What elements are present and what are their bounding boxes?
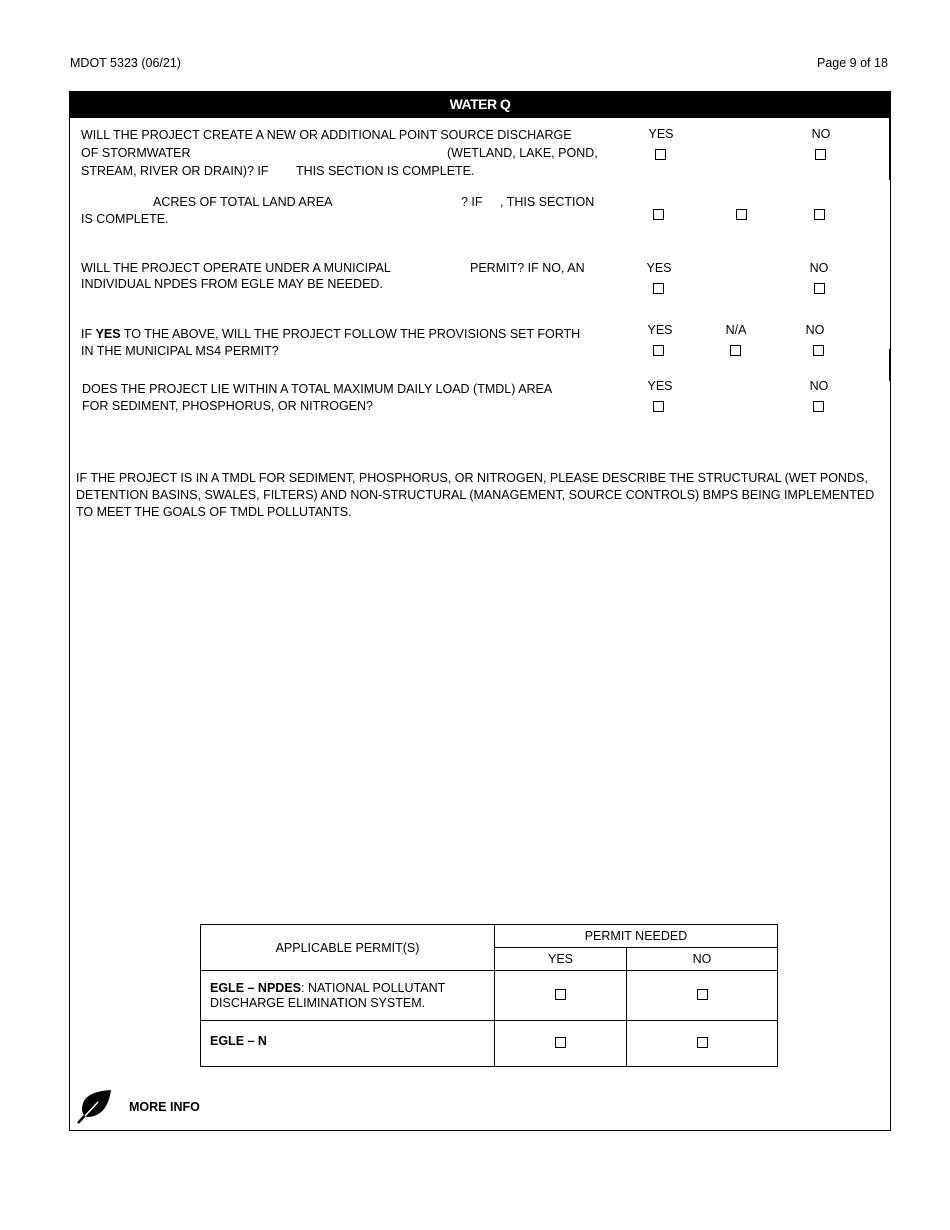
q2-line1c: , THIS SECTION (500, 195, 595, 209)
q2-checkbox-1[interactable] (653, 209, 664, 220)
q2-line1b: ? IF (461, 195, 483, 209)
q5-line1: DOES THE PROJECT LIE WITHIN A TOTAL MAXIMUM DAILY LOAD (TMDL) AREA (82, 382, 553, 396)
q1-no-checkbox[interactable] (815, 149, 826, 160)
q5-no-checkbox[interactable] (813, 401, 824, 412)
more-info-link[interactable]: MORE INFO (129, 1100, 200, 1114)
leaf-icon (76, 1089, 113, 1124)
table-row (201, 971, 778, 1021)
permit-npdes-bold: EGLE – NPDES (210, 980, 301, 995)
col-permit-needed: PERMIT NEEDED (495, 925, 778, 948)
q4-na-label: N/A (725, 323, 747, 337)
frame-tick (889, 118, 891, 180)
q4-line1-text: TO THE ABOVE, WILL THE PROJECT FOLLOW THE PROVISIONS SET FORTH (123, 327, 581, 341)
q1-line2b: (WETLAND, LAKE, POND, (447, 146, 598, 160)
q2-line2: IS COMPLETE. (81, 212, 169, 226)
permits-table (200, 924, 778, 1067)
permit-npdes-rest1: : NATIONAL POLLUTANT (301, 980, 446, 995)
n-yes-checkbox[interactable] (555, 1037, 566, 1048)
q4-bold-yes: YES (95, 327, 121, 341)
q3-line1b: PERMIT? IF NO, AN (470, 261, 585, 275)
col-applicable-permits: APPLICABLE PERMIT(S) (201, 925, 495, 971)
q1-no-label: NO (811, 127, 831, 141)
q4-no-checkbox[interactable] (813, 345, 824, 356)
q1-yes-label: YES (648, 127, 674, 141)
q3-no-checkbox[interactable] (814, 283, 825, 294)
q3-line2: INDIVIDUAL NPDES FROM EGLE MAY BE NEEDED. (81, 277, 383, 291)
q5-line2: FOR SEDIMENT, PHOSPHORUS, OR NITROGEN? (82, 399, 374, 413)
col-no: NO (627, 948, 778, 971)
q1-line2a: OF STORMWATER (81, 146, 191, 160)
n-no-checkbox[interactable] (697, 1037, 708, 1048)
page-number: Page 9 of 18 (817, 56, 888, 70)
q1-yes-checkbox[interactable] (655, 149, 666, 160)
q4-yes-label: YES (647, 323, 673, 337)
q5-yes-checkbox[interactable] (653, 401, 664, 412)
q2-line1a: ACRES OF TOTAL LAND AREA (153, 195, 333, 209)
q3-no-label: NO (809, 261, 829, 275)
q1-line1: WILL THE PROJECT CREATE A NEW OR ADDITIONAL POINT SOURCE DISCHARGE (81, 128, 572, 142)
permit-npdes-rest2: DISCHARGE ELIMINATION SYSTEM. (210, 995, 426, 1010)
npdes-no-checkbox[interactable] (697, 989, 708, 1000)
col-yes: YES (495, 948, 627, 971)
npdes-yes-checkbox[interactable] (555, 989, 566, 1000)
q4-line2: IN THE MUNICIPAL MS4 PERMIT? (81, 344, 279, 358)
q3-line1a: WILL THE PROJECT OPERATE UNDER A MUNICIPAL (81, 261, 391, 275)
q4-prefix: IF (81, 327, 93, 341)
q1-line3b: THIS SECTION IS COMPLETE. (296, 164, 475, 178)
q4-line1 (81, 326, 580, 344)
permit-npdes (201, 971, 495, 1021)
table-row (201, 1021, 778, 1067)
q4-no-label: NO (805, 323, 825, 337)
q1-line3a: STREAM, RIVER OR DRAIN)? IF (81, 164, 269, 178)
q5-yes-label: YES (647, 379, 673, 393)
permit-n-bold: EGLE – N (210, 1034, 267, 1048)
permit-n (201, 1021, 495, 1067)
form-id: MDOT 5323 (06/21) (70, 56, 181, 70)
q5-no-label: NO (809, 379, 829, 393)
q3-yes-label: YES (646, 261, 672, 275)
q4-yes-checkbox[interactable] (653, 345, 664, 356)
frame-tick (889, 349, 891, 381)
q2-checkbox-3[interactable] (814, 209, 825, 220)
q3-yes-checkbox[interactable] (653, 283, 664, 294)
q4-na-checkbox[interactable] (730, 345, 741, 356)
section-title: WATER Q (69, 91, 891, 118)
q2-checkbox-2[interactable] (736, 209, 747, 220)
tmdl-description-prompt: IF THE PROJECT IS IN A TMDL FOR SEDIMENT, PHOSPHORUS, OR NITROGEN, PLEASE DESCRIBE THE STRUCTURAL (WET PONDS, DETENTION BASINS, SWALES, FILTERS) AND NON-STRUCTURAL (MANAGEMENT, SOURCE CONTROLS) BMPS BEING IMPLEMENTED TO MEET THE GOALS OF TMDL POLLUTANTS. (76, 471, 875, 519)
